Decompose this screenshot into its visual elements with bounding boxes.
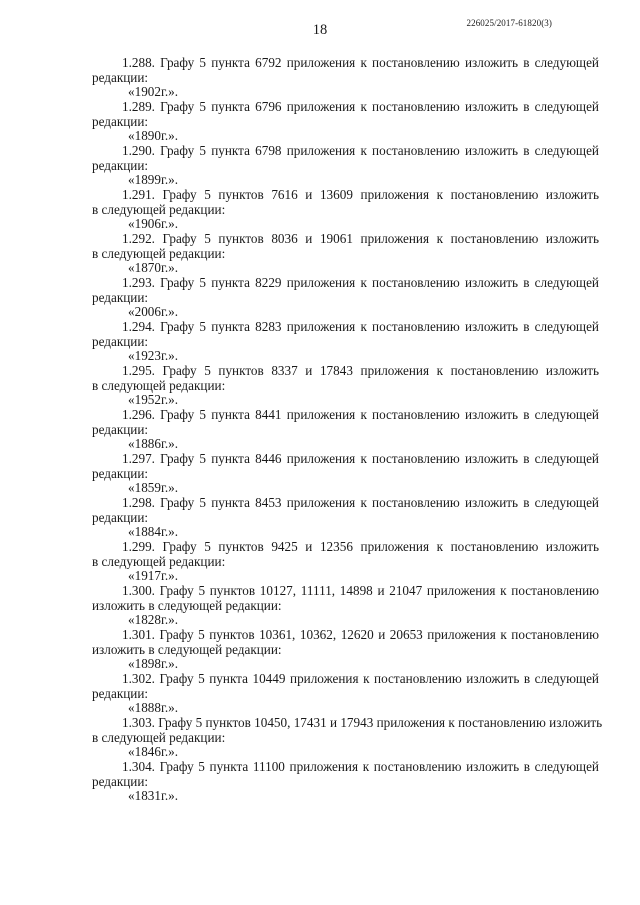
item-text-continuation: редакции: xyxy=(92,69,149,85)
item-value: «1917г.». xyxy=(128,568,179,583)
item-text-continuation: редакции: xyxy=(92,465,149,481)
list-item xyxy=(92,144,599,188)
item-value: «1906г.». xyxy=(128,216,179,231)
item-value: «1902г.». xyxy=(128,84,179,99)
document-code: 226025/2017-61820(3) xyxy=(466,18,552,28)
item-value: «1923г.». xyxy=(128,348,179,363)
item-text-continuation: изложить в следующей редакции: xyxy=(92,641,282,657)
list-item xyxy=(92,715,603,760)
item-text: 1.294. Графу 5 пункта 8283 приложения к постановлению изложить в следующей xyxy=(122,319,599,334)
item-text: 1.298. Графу 5 пункта 8453 приложения к постановлению изложить в следующей xyxy=(122,495,599,510)
item-value: «1828г.». xyxy=(128,612,179,627)
item-text-continuation: редакции: xyxy=(92,685,149,701)
item-text: 1.290. Графу 5 пункта 6798 приложения к постановлению изложить в следующей xyxy=(122,143,599,158)
list-item xyxy=(92,452,599,496)
item-value: «1870г.». xyxy=(128,260,179,275)
list-item xyxy=(92,320,599,364)
item-value: «1899г.». xyxy=(128,172,179,187)
item-text-continuation: редакции: xyxy=(92,157,149,173)
item-text: 1.300. Графу 5 пунктов 10127, 11111, 14898 и 21047 приложения к постановлению xyxy=(122,583,599,598)
list-item xyxy=(92,408,599,452)
list-item xyxy=(92,56,599,100)
item-text: 1.293. Графу 5 пункта 8229 приложения к постановлению изложить в следующей xyxy=(122,275,599,290)
page-number: 18 xyxy=(312,22,328,38)
item-text: 1.289. Графу 5 пункта 6796 приложения к постановлению изложить в следующей xyxy=(122,99,599,114)
list-item xyxy=(92,364,599,408)
item-value: «1888г.». xyxy=(128,700,179,715)
item-value: «1952г.». xyxy=(128,392,179,407)
list-item xyxy=(92,760,599,804)
item-text: 1.304. Графу 5 пункта 11100 приложения к постановлению изложить в следующей xyxy=(122,759,599,774)
item-text-continuation: редакции: xyxy=(92,333,149,349)
item-text-continuation: редакции: xyxy=(92,509,149,525)
item-value: «1898г.». xyxy=(128,656,179,671)
item-text-continuation: редакции: xyxy=(92,421,149,437)
item-text: 1.303. Графу 5 пунктов 10450, 17431 и 17943 приложения к постановлению изложить xyxy=(122,715,603,730)
item-text: 1.292. Графу 5 пунктов 8036 и 19061 приложения к постановлению изложить xyxy=(122,231,599,246)
item-text-continuation: в следующей редакции: xyxy=(92,729,226,745)
list-item xyxy=(92,496,599,540)
item-value: «2006г.». xyxy=(128,304,179,319)
item-text-continuation: в следующей редакции: xyxy=(92,245,226,261)
item-text: 1.301. Графу 5 пунктов 10361, 10362, 12620 и 20653 приложения к постановлению xyxy=(122,627,599,642)
list-item xyxy=(92,672,599,716)
item-value: «1846г.». xyxy=(128,744,179,759)
list-item xyxy=(92,232,599,276)
item-text: 1.288. Графу 5 пункта 6792 приложения к постановлению изложить в следующей xyxy=(122,55,599,70)
item-text-continuation: редакции: xyxy=(92,773,149,789)
item-text-continuation: редакции: xyxy=(92,289,149,305)
item-value: «1831г.». xyxy=(128,788,179,803)
item-text: 1.302. Графу 5 пункта 10449 приложения к постановлению изложить в следующей xyxy=(122,671,599,686)
document-body xyxy=(92,55,603,804)
item-text: 1.296. Графу 5 пункта 8441 приложения к постановлению изложить в следующей xyxy=(122,407,599,422)
item-value: «1890г.». xyxy=(128,128,179,143)
list-item xyxy=(92,584,599,628)
list-item xyxy=(92,188,599,232)
item-text-continuation: в следующей редакции: xyxy=(92,553,226,569)
list-item xyxy=(92,628,599,672)
item-text: 1.295. Графу 5 пунктов 8337 и 17843 приложения к постановлению изложить xyxy=(122,363,599,378)
item-text: 1.291. Графу 5 пунктов 7616 и 13609 приложения к постановлению изложить xyxy=(122,187,599,202)
item-text: 1.297. Графу 5 пункта 8446 приложения к постановлению изложить в следующей xyxy=(122,451,599,466)
item-text-continuation: редакции: xyxy=(92,113,149,129)
item-value: «1886г.». xyxy=(128,436,179,451)
item-value: «1859г.». xyxy=(128,480,179,495)
list-item xyxy=(92,100,599,144)
list-item xyxy=(92,540,599,584)
item-text-continuation: в следующей редакции: xyxy=(92,201,226,217)
item-value: «1884г.». xyxy=(128,524,179,539)
item-text-continuation: изложить в следующей редакции: xyxy=(92,597,282,613)
item-text-continuation: в следующей редакции: xyxy=(92,377,226,393)
list-item xyxy=(92,276,599,320)
item-text: 1.299. Графу 5 пунктов 9425 и 12356 приложения к постановлению изложить xyxy=(122,539,599,554)
